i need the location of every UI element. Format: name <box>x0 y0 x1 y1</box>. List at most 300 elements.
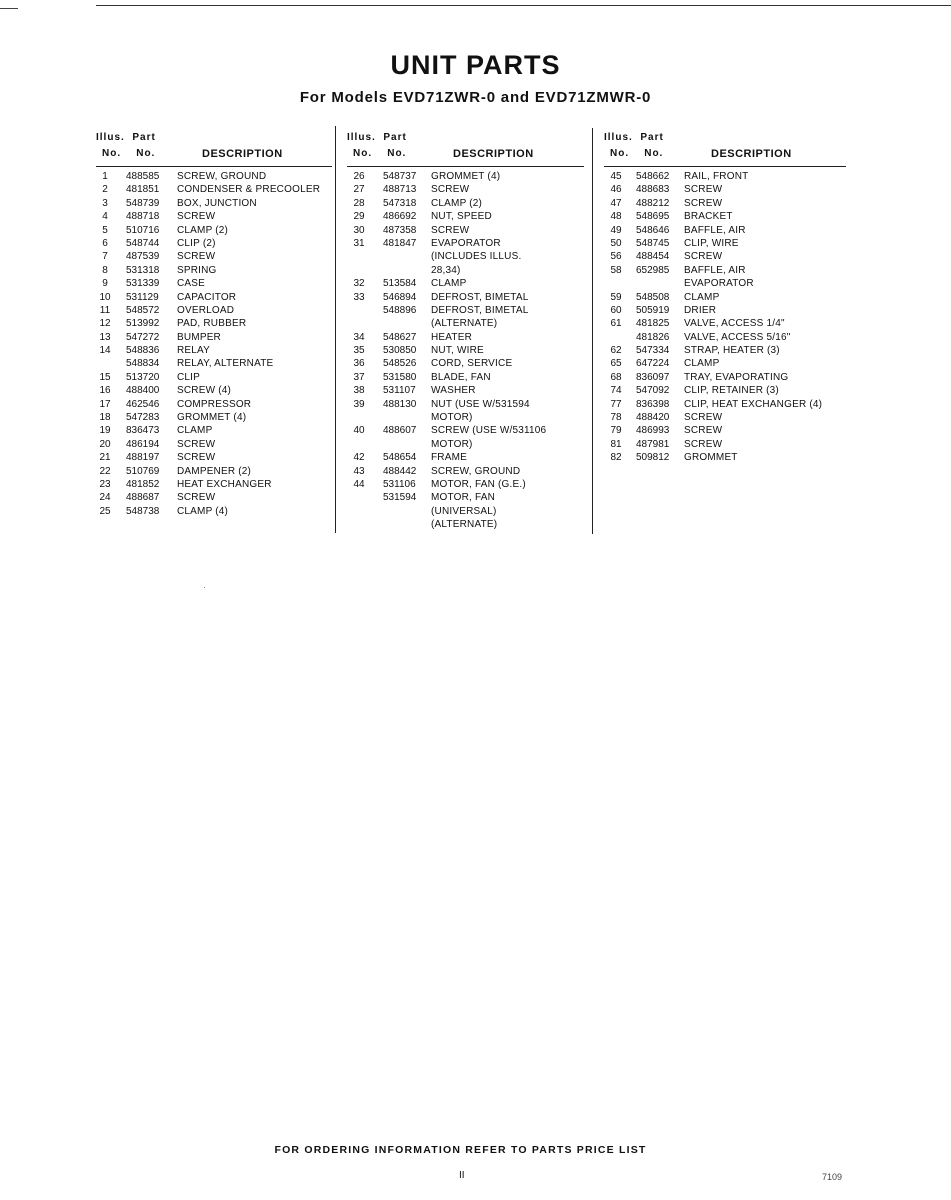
part-description: SCREW <box>684 425 723 437</box>
part-description: DAMPENER (2) <box>177 465 252 477</box>
part-number: 531580 <box>383 371 417 383</box>
parts-row <box>347 491 584 504</box>
part-description: CLAMP (4) <box>177 505 229 517</box>
part-description: NUT, WIRE <box>431 345 484 357</box>
part-description: CLAMP (2) <box>431 197 483 209</box>
part-description: SCREW (4) <box>177 385 232 397</box>
part-description: WASHER <box>431 385 476 397</box>
page-number: II <box>459 1170 465 1181</box>
parts-row <box>604 291 846 304</box>
part-number: 510716 <box>126 224 160 236</box>
part-description: TRAY, EVAPORATING <box>684 371 789 383</box>
parts-row <box>347 505 584 518</box>
part-description: CLIP, WIRE <box>684 237 739 249</box>
illus-number: 26 <box>353 171 365 182</box>
parts-row <box>96 465 332 478</box>
parts-row <box>96 304 332 317</box>
part-description: SCREW <box>177 438 216 450</box>
part-description: CLIP <box>177 371 201 383</box>
illus-number: 32 <box>353 278 365 290</box>
part-number: 548662 <box>636 171 670 182</box>
header-illus-part: Illus. Part <box>96 132 156 143</box>
part-description: SCREW <box>684 438 723 450</box>
part-number: 509812 <box>636 452 670 464</box>
parts-row <box>604 424 846 437</box>
part-description: HEAT EXCHANGER <box>177 478 272 490</box>
part-number: 836398 <box>636 398 670 410</box>
illus-number: 36 <box>353 358 365 370</box>
part-number: 548526 <box>383 358 417 370</box>
part-description: SCREW <box>177 452 216 464</box>
part-number: 547334 <box>636 345 670 357</box>
parts-row <box>604 277 846 290</box>
parts-row <box>604 438 846 451</box>
document-number: 7109 <box>822 1172 843 1182</box>
illus-number: 23 <box>99 478 111 490</box>
parts-row <box>96 224 332 237</box>
part-description: CASE <box>177 278 206 290</box>
parts-row <box>347 304 584 317</box>
part-description: STRAP, HEATER (3) <box>684 345 780 357</box>
parts-row <box>96 491 332 504</box>
part-number: 510769 <box>126 465 160 477</box>
part-description: SPRING <box>177 264 217 276</box>
part-number: 548745 <box>636 237 670 249</box>
parts-row <box>96 344 332 357</box>
part-number: 488585 <box>126 171 160 182</box>
parts-row <box>347 357 584 370</box>
part-number: 548508 <box>636 291 670 303</box>
illus-number: 18 <box>99 412 111 424</box>
illus-number: 33 <box>353 291 365 303</box>
part-description: MOTOR, FAN <box>431 492 496 504</box>
part-number: 548744 <box>126 237 160 249</box>
illus-number: 16 <box>99 385 111 397</box>
parts-list <box>604 167 846 465</box>
part-number: 548896 <box>383 304 417 316</box>
parts-row <box>347 424 584 437</box>
parts-row <box>96 170 332 183</box>
part-description: GROMMET <box>684 452 738 464</box>
part-description: 28,34) <box>431 264 461 276</box>
parts-row <box>347 518 584 531</box>
part-number: 513992 <box>126 318 160 330</box>
part-number: 488130 <box>383 398 417 410</box>
ordering-note: FOR ORDERING INFORMATION REFER TO PARTS PRICE LIST <box>274 1144 647 1156</box>
part-description: MOTOR, FAN (G.E.) <box>431 478 526 490</box>
header-no-no: No. No. <box>102 148 156 159</box>
illus-number: 77 <box>610 398 622 410</box>
part-description: SCREW <box>431 224 470 236</box>
illus-number: 14 <box>99 345 111 357</box>
part-number: 647224 <box>636 358 670 370</box>
part-description: FRAME <box>431 452 467 464</box>
parts-row <box>347 210 584 223</box>
illus-number: 6 <box>102 237 108 249</box>
top-rule <box>96 5 951 6</box>
part-number: 547318 <box>383 197 417 209</box>
part-number: 486692 <box>383 211 417 223</box>
parts-row <box>96 371 332 384</box>
part-number: 548627 <box>383 331 417 343</box>
part-description: SCREW <box>684 412 723 424</box>
illus-number: 47 <box>610 197 622 209</box>
illus-number: 58 <box>610 264 622 276</box>
parts-row <box>96 210 332 223</box>
scan-speck <box>204 587 205 588</box>
parts-row <box>347 344 584 357</box>
parts-row <box>347 237 584 250</box>
part-description: CLIP (2) <box>177 237 216 249</box>
parts-row <box>96 317 332 330</box>
part-description: OVERLOAD <box>177 304 235 316</box>
illus-number: 81 <box>610 438 622 450</box>
parts-row <box>96 505 332 518</box>
illus-number: 13 <box>99 331 111 343</box>
part-number: 462546 <box>126 398 160 410</box>
column-header <box>604 132 846 167</box>
parts-row <box>96 451 332 464</box>
column-divider-1 <box>335 126 336 533</box>
illus-number: 22 <box>99 465 111 477</box>
part-number: 836473 <box>126 425 160 437</box>
header-description: DESCRIPTION <box>711 148 792 160</box>
parts-row <box>347 465 584 478</box>
parts-row <box>96 478 332 491</box>
part-number: 548654 <box>383 452 417 464</box>
part-description: DEFROST, BIMETAL <box>431 304 529 316</box>
part-description: CLAMP (2) <box>177 224 229 236</box>
part-number: 548836 <box>126 345 160 357</box>
part-description: PAD, RUBBER <box>177 318 247 330</box>
part-description: CONDENSER & PRECOOLER <box>177 184 321 196</box>
part-number: 531106 <box>383 478 416 490</box>
illus-number: 65 <box>610 358 622 370</box>
parts-row <box>604 398 846 411</box>
part-number: 481847 <box>383 237 417 249</box>
parts-row <box>604 197 846 210</box>
parts-row <box>96 438 332 451</box>
parts-row <box>96 197 332 210</box>
parts-row <box>347 384 584 397</box>
parts-row <box>604 451 846 464</box>
parts-row <box>604 237 846 250</box>
parts-row <box>347 398 584 411</box>
part-number: 531339 <box>126 278 160 290</box>
illus-number: 37 <box>353 371 365 383</box>
part-description: CLAMP <box>177 425 213 437</box>
illus-number: 44 <box>353 478 365 490</box>
parts-row <box>347 331 584 344</box>
illus-number: 39 <box>353 398 365 410</box>
part-number: 548646 <box>636 224 670 236</box>
illus-number: 2 <box>102 184 108 196</box>
illus-number: 25 <box>99 505 111 517</box>
page-title: UNIT PARTS <box>390 50 561 80</box>
part-number: 531594 <box>383 492 417 504</box>
part-description: COMPRESSOR <box>177 398 252 410</box>
part-number: 548572 <box>126 304 160 316</box>
parts-row <box>347 291 584 304</box>
header-no-no: No. No. <box>353 148 407 159</box>
parts-row <box>347 371 584 384</box>
illus-number: 21 <box>99 452 111 464</box>
part-number: 488442 <box>383 465 417 477</box>
parts-row <box>347 451 584 464</box>
header-no-no: No. No. <box>610 148 664 159</box>
part-number: 531129 <box>126 291 159 303</box>
part-description: GROMMET (4) <box>177 412 247 424</box>
illus-number: 9 <box>102 278 108 290</box>
part-description: SCREW <box>684 251 723 263</box>
parts-row <box>347 411 584 424</box>
illus-number: 3 <box>102 197 108 209</box>
parts-row <box>96 411 332 424</box>
part-description: (ALTERNATE) <box>431 519 498 531</box>
illus-number: 82 <box>610 452 622 464</box>
part-description: SCREW, GROUND <box>177 171 267 182</box>
part-number: 548834 <box>126 358 160 370</box>
part-number: 547283 <box>126 412 160 424</box>
part-description: NUT (USE W/531594 <box>431 398 530 410</box>
part-number: 488683 <box>636 184 670 196</box>
part-number: 481825 <box>636 318 670 330</box>
illus-number: 42 <box>353 452 365 464</box>
part-number: 486194 <box>126 438 160 450</box>
page-subtitle: For Models EVD71ZWR-0 and EVD71ZMWR-0 <box>299 89 652 106</box>
illus-number: 38 <box>353 385 365 397</box>
illus-number: 48 <box>610 211 622 223</box>
illus-number: 4 <box>102 211 108 223</box>
part-description: DEFROST, BIMETAL <box>431 291 529 303</box>
part-number: 530850 <box>383 345 417 357</box>
part-number: 488197 <box>126 452 160 464</box>
parts-row <box>604 317 846 330</box>
illus-number: 34 <box>353 331 365 343</box>
parts-row <box>347 277 584 290</box>
part-number: 548695 <box>636 211 670 223</box>
parts-row <box>604 371 846 384</box>
header-illus-part: Illus. Part <box>604 132 664 143</box>
part-description: CLAMP <box>684 291 720 303</box>
header-illus-part: Illus. Part <box>347 132 407 143</box>
illus-number: 30 <box>353 224 365 236</box>
part-description: VALVE, ACCESS 1/4" <box>684 318 785 330</box>
parts-row <box>347 250 584 263</box>
part-number: 488687 <box>126 492 160 504</box>
illus-number: 78 <box>610 412 622 424</box>
parts-row <box>347 183 584 196</box>
part-number: 487981 <box>636 438 670 450</box>
illus-number: 40 <box>353 425 365 437</box>
part-number: 488713 <box>383 184 417 196</box>
parts-row <box>96 277 332 290</box>
part-description: NUT, SPEED <box>431 211 492 223</box>
illus-number: 79 <box>610 425 622 437</box>
part-number: 546894 <box>383 291 417 303</box>
illus-number: 8 <box>102 264 108 276</box>
part-description: EVAPORATOR <box>684 278 754 290</box>
parts-row <box>604 384 846 397</box>
part-number: 548739 <box>126 197 160 209</box>
parts-row <box>96 384 332 397</box>
header-description: DESCRIPTION <box>453 148 534 160</box>
part-number: 486993 <box>636 425 670 437</box>
part-number: 488454 <box>636 251 670 263</box>
part-number: 488400 <box>126 385 160 397</box>
part-description: SCREW <box>684 197 723 209</box>
parts-row <box>604 224 846 237</box>
part-description: BRACKET <box>684 211 733 223</box>
part-number: 836097 <box>636 371 670 383</box>
illus-number: 49 <box>610 224 622 236</box>
illus-number: 27 <box>353 184 365 196</box>
part-description: CLAMP <box>431 278 467 290</box>
parts-row <box>96 357 332 370</box>
part-number: 652985 <box>636 264 670 276</box>
illus-number: 62 <box>610 345 622 357</box>
part-number: 547272 <box>126 331 160 343</box>
part-description: SCREW <box>684 184 723 196</box>
part-description: MOTOR) <box>431 412 473 424</box>
part-description: SCREW <box>177 211 216 223</box>
parts-row <box>347 438 584 451</box>
parts-row <box>347 317 584 330</box>
illus-number: 5 <box>102 224 108 236</box>
part-number: 488607 <box>383 425 417 437</box>
part-number: 547092 <box>636 385 670 397</box>
part-number: 531318 <box>126 264 160 276</box>
parts-list <box>96 167 332 518</box>
top-rule-short <box>0 8 18 9</box>
part-description: CLIP, HEAT EXCHANGER (4) <box>684 398 823 410</box>
part-description: (UNIVERSAL) <box>431 505 497 517</box>
illus-number: 29 <box>353 211 365 223</box>
part-number: 513584 <box>383 278 417 290</box>
part-description: BAFFLE, AIR <box>684 224 746 236</box>
illus-number: 59 <box>610 291 622 303</box>
illus-number: 19 <box>99 425 111 437</box>
part-number: 488420 <box>636 412 670 424</box>
part-description: MOTOR) <box>431 438 473 450</box>
part-number: 513720 <box>126 371 160 383</box>
parts-row <box>96 331 332 344</box>
illus-number: 68 <box>610 371 622 383</box>
part-number: 548738 <box>126 505 160 517</box>
part-description: BAFFLE, AIR <box>684 264 746 276</box>
part-description: RAIL, FRONT <box>684 171 749 182</box>
parts-row <box>96 250 332 263</box>
parts-row <box>604 210 846 223</box>
part-number: 481852 <box>126 478 160 490</box>
illus-number: 35 <box>353 345 365 357</box>
part-number: 548737 <box>383 171 417 182</box>
part-number: 488212 <box>636 197 670 209</box>
illus-number: 17 <box>99 398 111 410</box>
parts-row <box>96 237 332 250</box>
parts-row <box>604 250 846 263</box>
part-number: 505919 <box>636 304 670 316</box>
part-number: 487539 <box>126 251 160 263</box>
illus-number: 74 <box>610 385 622 397</box>
part-description: (ALTERNATE) <box>431 318 498 330</box>
parts-row <box>604 331 846 344</box>
illus-number: 45 <box>610 171 622 182</box>
parts-row <box>96 183 332 196</box>
illus-number: 46 <box>610 184 622 196</box>
part-number: 488718 <box>126 211 160 223</box>
column-divider-2 <box>592 128 593 534</box>
part-number: 487358 <box>383 224 417 236</box>
illus-number: 50 <box>610 237 622 249</box>
illus-number: 15 <box>99 371 111 383</box>
illus-number: 7 <box>102 251 108 263</box>
part-description: SCREW (USE W/531106 <box>431 425 547 437</box>
parts-row <box>96 424 332 437</box>
illus-number: 1 <box>102 171 108 182</box>
part-number: 531107 <box>383 385 416 397</box>
part-description: CORD, SERVICE <box>431 358 513 370</box>
part-number: 481851 <box>126 184 160 196</box>
part-description: SCREW <box>177 251 216 263</box>
parts-row <box>347 170 584 183</box>
parts-row <box>347 224 584 237</box>
illus-number: 60 <box>610 304 622 316</box>
part-description: SCREW, GROUND <box>431 465 521 477</box>
part-description: CAPACITOR <box>177 291 237 303</box>
parts-row <box>347 478 584 491</box>
parts-row <box>604 170 846 183</box>
illus-number: 31 <box>353 237 365 249</box>
illus-number: 20 <box>99 438 111 450</box>
part-description: VALVE, ACCESS 5/16" <box>684 331 791 343</box>
illus-number: 12 <box>99 318 111 330</box>
illus-number: 24 <box>99 492 111 504</box>
part-description: RELAY <box>177 345 211 357</box>
column-header <box>347 132 584 167</box>
illus-number: 10 <box>99 291 111 303</box>
header-description: DESCRIPTION <box>202 148 283 160</box>
part-description: BOX, JUNCTION <box>177 197 257 209</box>
parts-row <box>604 411 846 424</box>
part-number: 481826 <box>636 331 670 343</box>
parts-row <box>96 291 332 304</box>
part-description: SCREW <box>431 184 470 196</box>
parts-row <box>96 398 332 411</box>
part-description: HEATER <box>431 331 473 343</box>
part-description: RELAY, ALTERNATE <box>177 358 274 370</box>
parts-column-2 <box>347 132 584 532</box>
parts-column-3 <box>604 132 846 465</box>
part-description: BLADE, FAN <box>431 371 491 383</box>
parts-row <box>604 304 846 317</box>
part-description: BUMPER <box>177 331 221 343</box>
parts-row <box>96 264 332 277</box>
parts-row <box>604 264 846 277</box>
part-description: CLAMP <box>684 358 720 370</box>
illus-number: 28 <box>353 197 365 209</box>
part-description: SCREW <box>177 492 216 504</box>
part-description: CLIP, RETAINER (3) <box>684 385 779 397</box>
parts-list <box>347 167 584 532</box>
illus-number: 56 <box>610 251 622 263</box>
illus-number: 61 <box>610 318 622 330</box>
parts-row <box>604 357 846 370</box>
illus-number: 43 <box>353 465 365 477</box>
parts-row <box>604 344 846 357</box>
part-description: DRIER <box>684 304 717 316</box>
parts-row <box>604 183 846 196</box>
